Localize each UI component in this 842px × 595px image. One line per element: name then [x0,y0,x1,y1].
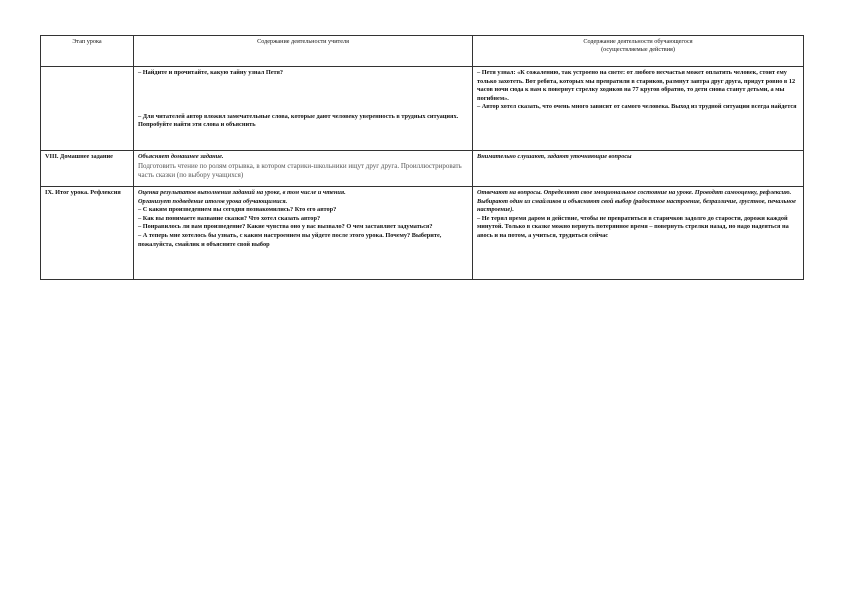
table-row [41,67,804,151]
row2-students-text: Внимательно слушают, задают уточняющие вопросы [477,153,632,160]
row1-stage [41,67,134,151]
row3-teacher-line4: – Как вы понимаете название сказки? Что хотел сказать автор? [138,214,321,222]
row3-teacher-line6: – А теперь мне хотелось бы узнать, с каким настроением вы уйдете после этого урока. Почему? Выберите, пожалуйста, смайлик и объясните свой выбор [138,231,442,248]
table-row [41,187,804,280]
table-header-row [41,36,804,67]
row1-students-line1: – Петя узнал: «К сожалению, так устроено на свете: от любого несчастья может оплатить человек, стоит ему только захотеть. Вот ребята, которых мы превратили в стариков, размнут завтра друг друга, придут ровно в 12 часов ночи сюда к нам к повернут стрелку ходиков на 77 кругов обратно, то дети снова станут детьми, а мы погибнем». [477,69,796,102]
row3-teacher-line2: Организует подведение итогов урока обучающимися. [138,197,288,205]
header-students-line1: Содержание деятельности обучающегося [583,38,693,45]
row3-teacher-line3: – С каким произведением вы сегодня познакомились? Кто его автор? [138,206,337,214]
row2-teacher-title: Объясняет домашнее задание. [138,153,224,160]
table-row [41,151,804,187]
row2-stage: VIII. Домашнее задание [41,151,134,187]
row2-teacher [134,151,473,187]
row1-teacher [134,67,473,151]
row3-teacher-line5: – Понравилось ли вам произведение? Какие чувства оно у вас вызвало? О чем заставляет задуматься? [138,223,433,231]
row1-students-line2: – Автор хотел сказать, что очень много зависит от самого человека. Выход из трудной ситуации всегда найдется [477,103,797,111]
lesson-plan-table [40,35,804,280]
row3-teacher [134,187,473,280]
row1-teacher-line1: – Найдите и прочитайте, какую тайну узнал Петя? [138,69,284,76]
header-stage: Этап урока [41,36,134,67]
row3-students [473,187,804,280]
row3-stage: IX. Итог урока. Рефлексия [41,187,134,280]
row2-teacher-text: Подготовить чтение по ролям отрывка, в котором старики-школьники ищут друг друга. Проиллюстрировать часть сказки (по выбору учащихся) [138,161,462,179]
row2-students [473,151,804,187]
row3-students-line2: – Не терял время даром и действие, чтобы не превратиться в старичков задолго до старости, дорожи каждой минутой. Только в сказке можно вернуть потерянное время – повернуть стрелки назад, но надо надеяться на авось и на потом, а учиться, трудиться сейчас [477,214,789,239]
header-students [473,36,804,67]
row3-teacher-line1: Оценка результатов выполнения заданий на уроке, в том числе и чтения. [138,189,346,196]
row1-teacher-gap [138,78,468,113]
row1-teacher-line2: – Для читателей автор вложил замечательные слова, которые дают человеку уверенность в трудных ситуациях. Попробуйте найти эти слова и объяснить [138,112,459,129]
row3-students-line1: Отвечают на вопросы. Определяют свое эмоциональное состояние на уроке. Проводят самооценку, рефлексию. Выбирают один из смайликов и объясняют свой выбор (радостное настроение, безразличие, грустное, печальное настроение). [477,189,796,214]
header-teacher: Содержание деятельности учителя [134,36,473,67]
row1-students [473,67,804,151]
header-students-line2: (осуществляемые действия) [601,46,675,53]
